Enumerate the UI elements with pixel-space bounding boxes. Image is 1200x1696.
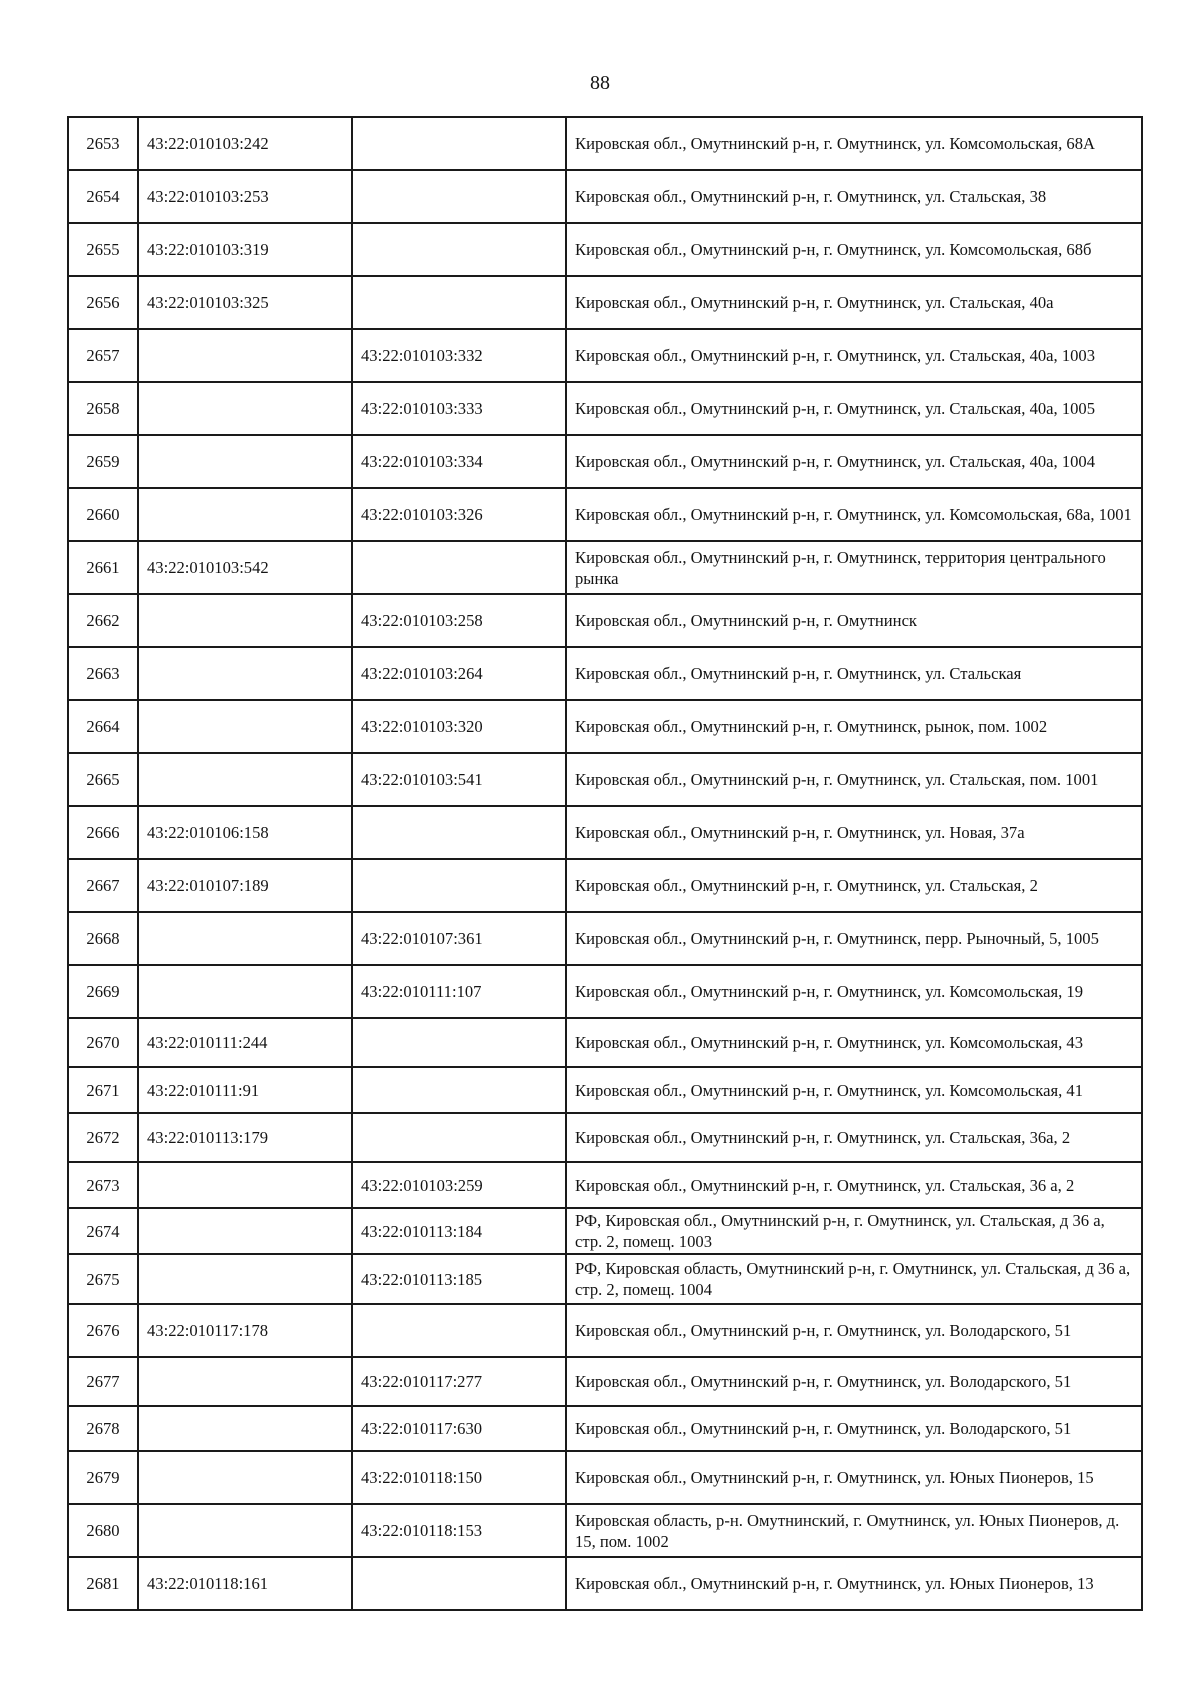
building-cadastral-number-cell	[352, 1557, 566, 1610]
row-number-cell: 2663	[68, 647, 138, 700]
building-cadastral-number-cell: 43:22:010107:361	[352, 912, 566, 965]
table-row	[68, 276, 1142, 329]
address-cell: Кировская обл., Омутнинский р-н, г. Омутнинск, ул. Володарского, 51	[566, 1304, 1142, 1357]
table-row	[68, 1018, 1142, 1067]
row-number-cell: 2655	[68, 223, 138, 276]
land-cadastral-number-cell	[138, 1357, 352, 1406]
address-cell: РФ, Кировская область, Омутнинский р-н, г. Омутнинск, ул. Стальская, д 36 а, стр. 2, помещ. 1004	[566, 1254, 1142, 1304]
land-cadastral-number-cell	[138, 753, 352, 806]
address-cell: Кировская обл., Омутнинский р-н, г. Омутнинск, ул. Комсомольская, 68б	[566, 223, 1142, 276]
land-cadastral-number-cell	[138, 647, 352, 700]
table-row	[68, 1254, 1142, 1304]
table-row	[68, 170, 1142, 223]
row-number-cell: 2660	[68, 488, 138, 541]
building-cadastral-number-cell	[352, 1018, 566, 1067]
row-number-cell: 2667	[68, 859, 138, 912]
building-cadastral-number-cell: 43:22:010117:277	[352, 1357, 566, 1406]
address-cell: Кировская обл., Омутнинский р-н, г. Омутнинск, ул. Стальская	[566, 647, 1142, 700]
row-number-cell: 2672	[68, 1113, 138, 1162]
building-cadastral-number-cell	[352, 223, 566, 276]
table-row	[68, 1304, 1142, 1357]
table-row	[68, 1504, 1142, 1557]
row-number-cell: 2679	[68, 1451, 138, 1504]
land-cadastral-number-cell: 43:22:010111:244	[138, 1018, 352, 1067]
land-cadastral-number-cell	[138, 435, 352, 488]
row-number-cell: 2654	[68, 170, 138, 223]
address-cell: Кировская обл., Омутнинский р-н, г. Омутнинск, ул. Стальская, 36а, 2	[566, 1113, 1142, 1162]
land-cadastral-number-cell	[138, 912, 352, 965]
land-cadastral-number-cell: 43:22:010106:158	[138, 806, 352, 859]
building-cadastral-number-cell	[352, 541, 566, 594]
row-number-cell: 2666	[68, 806, 138, 859]
land-cadastral-number-cell	[138, 329, 352, 382]
table-row	[68, 382, 1142, 435]
land-cadastral-number-cell	[138, 594, 352, 647]
address-cell: Кировская обл., Омутнинский р-н, г. Омутнинск, ул. Володарского, 51	[566, 1357, 1142, 1406]
land-cadastral-number-cell	[138, 1504, 352, 1557]
table-row	[68, 1162, 1142, 1208]
table-row	[68, 1406, 1142, 1451]
address-cell: Кировская обл., Омутнинский р-н, г. Омутнинск, рынок, пом. 1002	[566, 700, 1142, 753]
address-cell: Кировская обл., Омутнинский р-н, г. Омутнинск	[566, 594, 1142, 647]
table-row	[68, 1357, 1142, 1406]
address-cell: Кировская обл., Омутнинский р-н, г. Омутнинск, ул. Юных Пионеров, 13	[566, 1557, 1142, 1610]
address-cell: Кировская обл., Омутнинский р-н, г. Омутнинск, ул. Комсомольская, 68А	[566, 117, 1142, 170]
row-number-cell: 2681	[68, 1557, 138, 1610]
land-cadastral-number-cell: 43:22:010103:325	[138, 276, 352, 329]
land-cadastral-number-cell	[138, 1254, 352, 1304]
address-cell: Кировская обл., Омутнинский р-н, г. Омутнинск, ул. Новая, 37а	[566, 806, 1142, 859]
land-cadastral-number-cell: 43:22:010103:242	[138, 117, 352, 170]
row-number-cell: 2676	[68, 1304, 138, 1357]
row-number-cell: 2656	[68, 276, 138, 329]
land-cadastral-number-cell: 43:22:010103:319	[138, 223, 352, 276]
land-cadastral-number-cell: 43:22:010103:253	[138, 170, 352, 223]
building-cadastral-number-cell	[352, 1113, 566, 1162]
address-cell: Кировская обл., Омутнинский р-н, г. Омутнинск, ул. Стальская, 40а	[566, 276, 1142, 329]
building-cadastral-number-cell	[352, 276, 566, 329]
address-cell: Кировская обл., Омутнинский р-н, г. Омутнинск, ул. Стальская, 2	[566, 859, 1142, 912]
register-table-body	[68, 117, 1142, 1610]
table-row	[68, 541, 1142, 594]
table-row	[68, 912, 1142, 965]
page-number: 88	[590, 72, 610, 94]
building-cadastral-number-cell: 43:22:010103:320	[352, 700, 566, 753]
row-number-cell: 2653	[68, 117, 138, 170]
building-cadastral-number-cell: 43:22:010103:541	[352, 753, 566, 806]
row-number-cell: 2664	[68, 700, 138, 753]
table-row	[68, 1113, 1142, 1162]
table-row	[68, 1208, 1142, 1254]
land-cadastral-number-cell: 43:22:010111:91	[138, 1067, 352, 1113]
land-cadastral-number-cell	[138, 1451, 352, 1504]
land-cadastral-number-cell: 43:22:010113:179	[138, 1113, 352, 1162]
row-number-cell: 2657	[68, 329, 138, 382]
address-cell: Кировская обл., Омутнинский р-н, г. Омутнинск, ул. Стальская, 36 а, 2	[566, 1162, 1142, 1208]
building-cadastral-number-cell	[352, 117, 566, 170]
land-cadastral-number-cell: 43:22:010103:542	[138, 541, 352, 594]
table-row	[68, 1067, 1142, 1113]
building-cadastral-number-cell: 43:22:010103:258	[352, 594, 566, 647]
land-cadastral-number-cell: 43:22:010117:178	[138, 1304, 352, 1357]
table-row	[68, 700, 1142, 753]
building-cadastral-number-cell: 43:22:010103:333	[352, 382, 566, 435]
address-cell: Кировская обл., Омутнинский р-н, г. Омутнинск, ул. Комсомольская, 68а, 1001	[566, 488, 1142, 541]
row-number-cell: 2674	[68, 1208, 138, 1254]
land-cadastral-number-cell: 43:22:010118:161	[138, 1557, 352, 1610]
table-row	[68, 117, 1142, 170]
building-cadastral-number-cell: 43:22:010113:185	[352, 1254, 566, 1304]
table-row	[68, 806, 1142, 859]
building-cadastral-number-cell: 43:22:010111:107	[352, 965, 566, 1018]
table-row	[68, 594, 1142, 647]
address-cell: Кировская обл., Омутнинский р-н, г. Омутнинск, ул. Комсомольская, 43	[566, 1018, 1142, 1067]
land-cadastral-number-cell	[138, 1208, 352, 1254]
row-number-cell: 2661	[68, 541, 138, 594]
land-cadastral-number-cell	[138, 1162, 352, 1208]
row-number-cell: 2668	[68, 912, 138, 965]
building-cadastral-number-cell	[352, 1304, 566, 1357]
building-cadastral-number-cell: 43:22:010113:184	[352, 1208, 566, 1254]
land-cadastral-number-cell	[138, 488, 352, 541]
building-cadastral-number-cell: 43:22:010103:259	[352, 1162, 566, 1208]
land-cadastral-number-cell	[138, 382, 352, 435]
table-row	[68, 1557, 1142, 1610]
address-cell: Кировская обл., Омутнинский р-н, г. Омутнинск, территория центрального рынка	[566, 541, 1142, 594]
building-cadastral-number-cell	[352, 806, 566, 859]
land-cadastral-number-cell: 43:22:010107:189	[138, 859, 352, 912]
address-cell: Кировская обл., Омутнинский р-н, г. Омутнинск, ул. Стальская, 40а, 1003	[566, 329, 1142, 382]
building-cadastral-number-cell: 43:22:010103:264	[352, 647, 566, 700]
building-cadastral-number-cell	[352, 859, 566, 912]
row-number-cell: 2673	[68, 1162, 138, 1208]
building-cadastral-number-cell: 43:22:010118:153	[352, 1504, 566, 1557]
row-number-cell: 2659	[68, 435, 138, 488]
address-cell: Кировская обл., Омутнинский р-н, г. Омутнинск, ул. Комсомольская, 19	[566, 965, 1142, 1018]
building-cadastral-number-cell: 43:22:010117:630	[352, 1406, 566, 1451]
row-number-cell: 2658	[68, 382, 138, 435]
row-number-cell: 2677	[68, 1357, 138, 1406]
building-cadastral-number-cell	[352, 1067, 566, 1113]
table-row	[68, 488, 1142, 541]
row-number-cell: 2662	[68, 594, 138, 647]
address-cell: Кировская обл., Омутнинский р-н, г. Омутнинск, ул. Стальская, пом. 1001	[566, 753, 1142, 806]
row-number-cell: 2665	[68, 753, 138, 806]
building-cadastral-number-cell: 43:22:010118:150	[352, 1451, 566, 1504]
address-cell: Кировская обл., Омутнинский р-н, г. Омутнинск, ул. Комсомольская, 41	[566, 1067, 1142, 1113]
row-number-cell: 2680	[68, 1504, 138, 1557]
address-cell: Кировская обл., Омутнинский р-н, г. Омутнинск, ул. Стальская, 40а, 1005	[566, 382, 1142, 435]
register-table	[67, 116, 1143, 1611]
row-number-cell: 2678	[68, 1406, 138, 1451]
table-row	[68, 965, 1142, 1018]
address-cell: Кировская область, р-н. Омутнинский, г. Омутнинск, ул. Юных Пионеров, д. 15, пом. 1002	[566, 1504, 1142, 1557]
building-cadastral-number-cell: 43:22:010103:332	[352, 329, 566, 382]
table-row	[68, 223, 1142, 276]
building-cadastral-number-cell: 43:22:010103:326	[352, 488, 566, 541]
table-row	[68, 1451, 1142, 1504]
address-cell: Кировская обл., Омутнинский р-н, г. Омутнинск, перр. Рыночный, 5, 1005	[566, 912, 1142, 965]
row-number-cell: 2669	[68, 965, 138, 1018]
land-cadastral-number-cell	[138, 1406, 352, 1451]
table-row	[68, 647, 1142, 700]
address-cell: Кировская обл., Омутнинский р-н, г. Омутнинск, ул. Володарского, 51	[566, 1406, 1142, 1451]
land-cadastral-number-cell	[138, 700, 352, 753]
table-row	[68, 859, 1142, 912]
table-row	[68, 435, 1142, 488]
land-cadastral-number-cell	[138, 965, 352, 1018]
address-cell: РФ, Кировская обл., Омутнинский р-н, г. Омутнинск, ул. Стальская, д 36 а, стр. 2, помещ. 1003	[566, 1208, 1142, 1254]
address-cell: Кировская обл., Омутнинский р-н, г. Омутнинск, ул. Стальская, 40а, 1004	[566, 435, 1142, 488]
address-cell: Кировская обл., Омутнинский р-н, г. Омутнинск, ул. Стальская, 38	[566, 170, 1142, 223]
building-cadastral-number-cell	[352, 170, 566, 223]
row-number-cell: 2671	[68, 1067, 138, 1113]
table-row	[68, 753, 1142, 806]
address-cell: Кировская обл., Омутнинский р-н, г. Омутнинск, ул. Юных Пионеров, 15	[566, 1451, 1142, 1504]
row-number-cell: 2675	[68, 1254, 138, 1304]
row-number-cell: 2670	[68, 1018, 138, 1067]
building-cadastral-number-cell: 43:22:010103:334	[352, 435, 566, 488]
table-row	[68, 329, 1142, 382]
